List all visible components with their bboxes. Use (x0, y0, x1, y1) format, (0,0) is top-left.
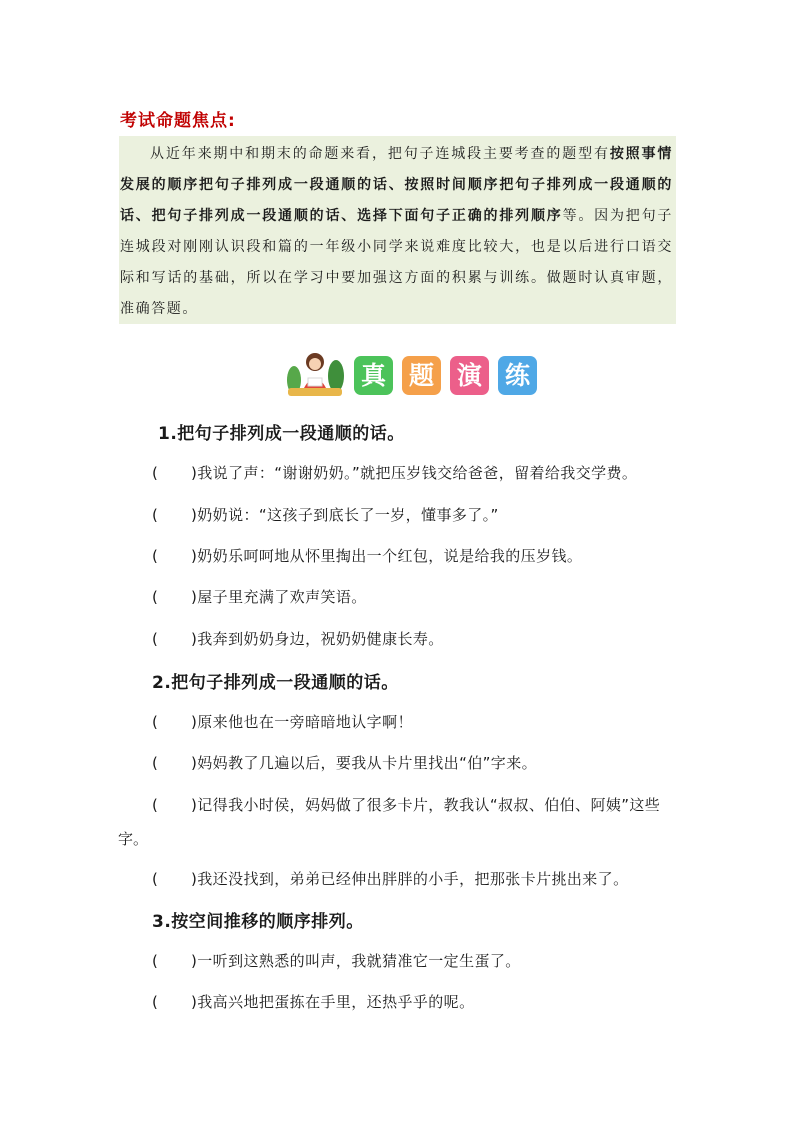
q1-item-4-text: 屋子里充满了欢声笑语。 (197, 588, 367, 606)
answer-blank-close: ) (191, 870, 198, 888)
q3-item-2 (152, 991, 474, 1012)
tile-ti: 题 (402, 356, 441, 395)
q1-item-1 (152, 462, 637, 483)
intro-text-start: 从近年来期中和期末的命题来看，把句子连城段主要考查的题型有 (150, 146, 610, 162)
q1-item-2-text: 奶奶说：“这孩子到底长了一岁，懂事多了。” (197, 506, 499, 524)
answer-blank-close: ) (191, 713, 198, 731)
answer-blank-close: ) (191, 993, 198, 1011)
answer-blank-open: ( (152, 754, 159, 772)
answer-blank-close: ) (191, 754, 198, 772)
q1-item-1-text: 我说了声：“谢谢奶奶。”就把压岁钱交给爸爸，留着给我交学费。 (197, 464, 638, 482)
q2-item-3 (152, 794, 660, 815)
answer-blank-open: ( (152, 630, 159, 648)
answer-blank-open: ( (152, 713, 159, 731)
q2-item-1-text: 原来他也在一旁暗暗地认字啊！ (197, 713, 413, 731)
answer-blank-open: ( (152, 547, 159, 565)
question-1-title: 1.把句子排列成一段通顺的话。 (158, 424, 405, 444)
tile-yan: 演 (450, 356, 489, 395)
exam-focus-title: 考试命题焦点: (120, 111, 236, 131)
q1-item-5-text: 我奔到奶奶身边，祝奶奶健康长寿。 (197, 630, 444, 648)
q1-item-4 (152, 586, 367, 607)
q2-item-3-text: 记得我小时侯，妈妈做了很多卡片，教我认“叔叔、伯伯、阿姨”这些 (197, 796, 661, 814)
q2-item-4 (152, 868, 628, 889)
answer-blank-close: ) (191, 952, 198, 970)
q2-item-3-continuation: 字。 (118, 830, 149, 848)
answer-blank-close: ) (191, 506, 198, 524)
q1-item-3 (152, 545, 582, 566)
question-3-title: 3.按空间推移的顺序排列。 (152, 912, 364, 932)
q1-item-3-text: 奶奶乐呵呵地从怀里掏出一个红包，说是给我的压岁钱。 (197, 547, 583, 565)
intro-text-end: 等。因为把句子连城段对刚刚认识段和篇的一年级小同学来说难度比较大，也是以后进行口语交际和写话的基础，所以在学习中要加强这方面的积累与训练。做题时认真审题，准确答题。 (120, 208, 673, 317)
tile-zhen: 真 (354, 356, 393, 395)
answer-blank-open: ( (152, 506, 159, 524)
answer-blank-close: ) (191, 547, 198, 565)
answer-blank-open: ( (152, 464, 159, 482)
q3-item-2-text: 我高兴地把蛋拣在手里，还热乎乎的呢。 (197, 993, 475, 1011)
q2-item-1 (152, 711, 413, 732)
q2-item-2-text: 妈妈教了几遍以后，要我从卡片里找出“伯”字来。 (197, 754, 538, 772)
q3-item-1 (152, 950, 521, 971)
q2-item-4-text: 我还没找到，弟弟已经伸出胖胖的小手，把那张卡片挑出来了。 (197, 870, 629, 888)
answer-blank-open: ( (152, 588, 159, 606)
tile-lian: 练 (498, 356, 537, 395)
answer-blank-close: ) (191, 588, 198, 606)
reading-girl-illustration (284, 348, 346, 398)
question-2-title: 2.把句子排列成一段通顺的话。 (152, 673, 399, 693)
q1-item-2 (152, 504, 499, 525)
answer-blank-open: ( (152, 796, 159, 814)
intro-paragraph (120, 139, 673, 325)
q1-item-5 (152, 628, 444, 649)
answer-blank-close: ) (191, 796, 198, 814)
answer-blank-close: ) (191, 630, 198, 648)
answer-blank-close: ) (191, 464, 198, 482)
practice-banner (284, 348, 544, 398)
answer-blank-open: ( (152, 993, 159, 1011)
q2-item-2 (152, 752, 537, 773)
answer-blank-open: ( (152, 952, 159, 970)
answer-blank-open: ( (152, 870, 159, 888)
intro-question-types: 按照事情发展的顺序把句子排列成一段通顺的话、按照时间顺序把句子排列成一段通顺的话、把句子排列成一段通顺的话、选择下面句子正确的排列顺序 (120, 146, 673, 224)
q3-item-1-text: 一听到这熟悉的叫声，我就猜准它一定生蛋了。 (197, 952, 521, 970)
